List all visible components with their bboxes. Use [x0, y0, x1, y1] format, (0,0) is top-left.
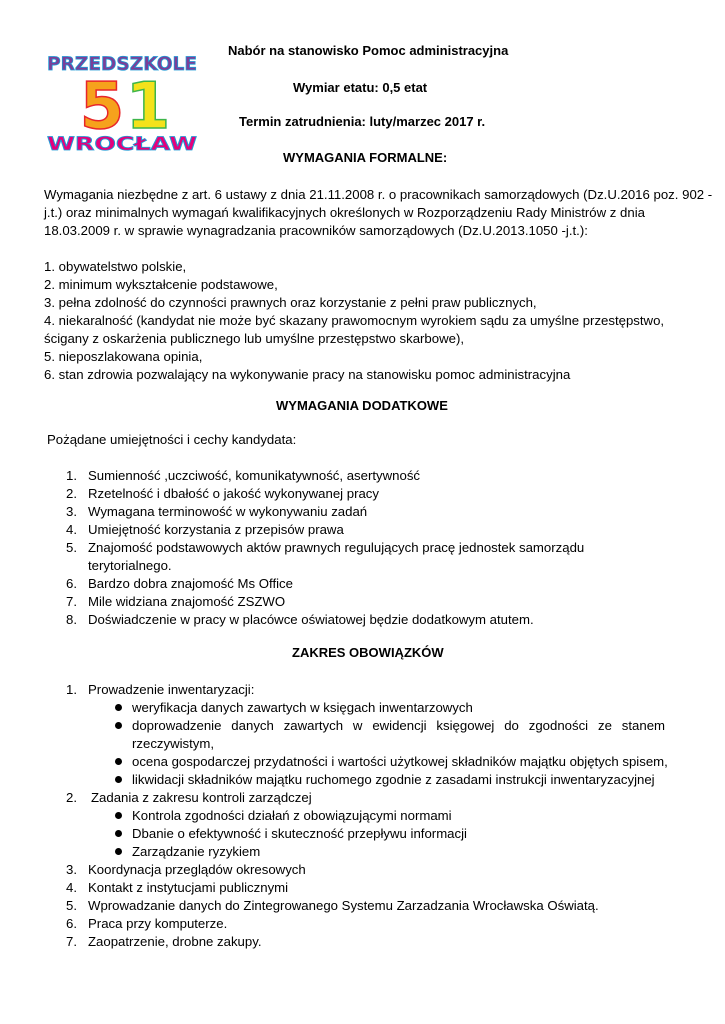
formal-item: ścigany z oskarżenia publicznego lub umyślne przestępstwo skarbowe), — [44, 331, 465, 346]
bullet-icon — [115, 758, 122, 765]
duty-subitem: weryfikacja danych zawartych w księgach inwentarzowych — [132, 700, 473, 715]
list-number: 8. — [66, 612, 77, 627]
formal-heading: WYMAGANIA FORMALNE: — [283, 150, 448, 165]
logo-top-text: PRZEDSZKOLE — [47, 53, 197, 75]
duty-item: Wprowadzanie danych do Zintegrowanego Systemu Zarzadzania Wrocławska Oświatą. — [88, 898, 599, 913]
formal-item: 6. stan zdrowia pozwalający na wykonywanie pracy na stanowisku pomoc administracyjna — [44, 367, 571, 382]
job-title: Nabór na stanowisko Pomoc administracyjna — [228, 43, 509, 58]
additional-item: Umiejętność korzystania z przepisów prawa — [88, 522, 344, 537]
duty-item: Zaopatrzenie, drobne zakupy. — [88, 934, 262, 949]
list-number: 7. — [66, 934, 77, 949]
list-number: 4. — [66, 880, 77, 895]
duty-item: Kontakt z instytucjami publicznymi — [88, 880, 289, 895]
duty-subitem: ocena gospodarczej przydatności i wartości użytkowej składników majątku objętych spisem, — [132, 754, 668, 769]
duty-subitem-continued: rzeczywistym, — [132, 736, 215, 751]
additional-item: Doświadczenie w pracy w placówce oświatowej będzie dodatkowym atutem. — [88, 612, 534, 627]
additional-item: Mile widziana znajomość ZSZWO — [88, 594, 286, 609]
bullet-icon — [115, 704, 122, 711]
additional-item: Znajomość podstawowych aktów prawnych regulujących pracę jednostek samorządu — [88, 540, 585, 555]
list-number: 3. — [66, 862, 77, 877]
list-number: 1. — [66, 682, 77, 697]
duty-item: Prowadzenie inwentaryzacji: — [88, 682, 255, 697]
additional-item: Bardzo dobra znajomość Ms Office — [88, 576, 293, 591]
list-number: 5. — [66, 540, 77, 555]
formal-item: 5. nieposzlakowana opinia, — [44, 349, 203, 364]
formal-item: 1. obywatelstwo polskie, — [44, 259, 187, 274]
list-number: 4. — [66, 522, 77, 537]
list-number: 6. — [66, 576, 77, 591]
list-number: 5. — [66, 898, 77, 913]
list-number: 6. — [66, 916, 77, 931]
additional-intro: Pożądane umiejętności i cechy kandydata: — [47, 432, 297, 447]
additional-item: Rzetelność i dbałość o jakość wykonywanej pracy — [88, 486, 379, 501]
logo-bottom-text: WROCŁAW — [47, 133, 198, 154]
list-number: 7. — [66, 594, 77, 609]
bullet-icon — [115, 812, 122, 819]
logo-number-one: 1 — [125, 70, 171, 144]
formal-intro-line: 18.03.2009 r. w sprawie wynagradzania pracowników samorządowych (Dz.U.2013.1050 -j.t.): — [44, 223, 588, 238]
preschool-logo — [44, 44, 200, 154]
start-date: Termin zatrudnienia: luty/marzec 2017 r. — [239, 114, 486, 129]
duty-item: Praca przy komputerze. — [88, 916, 228, 931]
bullet-icon — [115, 722, 122, 729]
duty-subitem: Dbanie o efektywność i skuteczność przepływu informacji — [132, 826, 467, 841]
logo-number-five: 5 — [79, 70, 125, 144]
additional-item: Sumienność ,uczciwość, komunikatywność, asertywność — [88, 468, 421, 483]
formal-intro-line: Wymagania niezbędne z art. 6 ustawy z dnia 21.11.2008 r. o pracownikach samorządowych (Dz.U.2016 poz. 902 - — [44, 187, 713, 202]
duty-subitem: Zarządzanie ryzykiem — [132, 844, 261, 859]
duty-subitem: likwidacji składników majątku ruchomego zgodnie z zasadami instrukcji inwentaryzacyjnej — [132, 772, 655, 787]
list-number: 2. — [66, 790, 77, 805]
additional-item-continued: terytorialnego. — [88, 558, 172, 573]
formal-item: 3. pełna zdolność do czynności prawnych oraz korzystanie z pełni praw publicznych, — [44, 295, 537, 310]
formal-intro-line: j.t.) oraz minimalnych wymagań kwalifikacyjnych określonych w Rozporządzeniu Rady Ministrów z dnia — [44, 205, 645, 220]
bullet-icon — [115, 776, 122, 783]
duty-item: Zadania z zakresu kontroli zarządczej — [91, 790, 312, 805]
bullet-icon — [115, 830, 122, 837]
list-number: 3. — [66, 504, 77, 519]
additional-heading: WYMAGANIA DODATKOWE — [276, 398, 448, 413]
duties-heading: ZAKRES OBOWIĄZKÓW — [292, 645, 444, 660]
formal-item: 4. niekaralność (kandydat nie może być skazany prawomocnym wyrokiem sądu za umyślne przestępstwo, — [44, 313, 665, 328]
duty-item: Koordynacja przeglądów okresowych — [88, 862, 306, 877]
formal-item: 2. minimum wykształcenie podstawowe, — [44, 277, 278, 292]
list-number: 2. — [66, 486, 77, 501]
duty-subitem: doprowadzenie danych zawartych w ewidencji księgowej do zgodności ze stanem — [132, 718, 666, 733]
duty-subitem: Kontrola zgodności działań z obowiązującymi normami — [132, 808, 452, 823]
list-number: 1. — [66, 468, 77, 483]
bullet-icon — [115, 848, 122, 855]
additional-item: Wymagana terminowość w wykonywaniu zadań — [88, 504, 368, 519]
workload: Wymiar etatu: 0,5 etat — [293, 80, 428, 95]
